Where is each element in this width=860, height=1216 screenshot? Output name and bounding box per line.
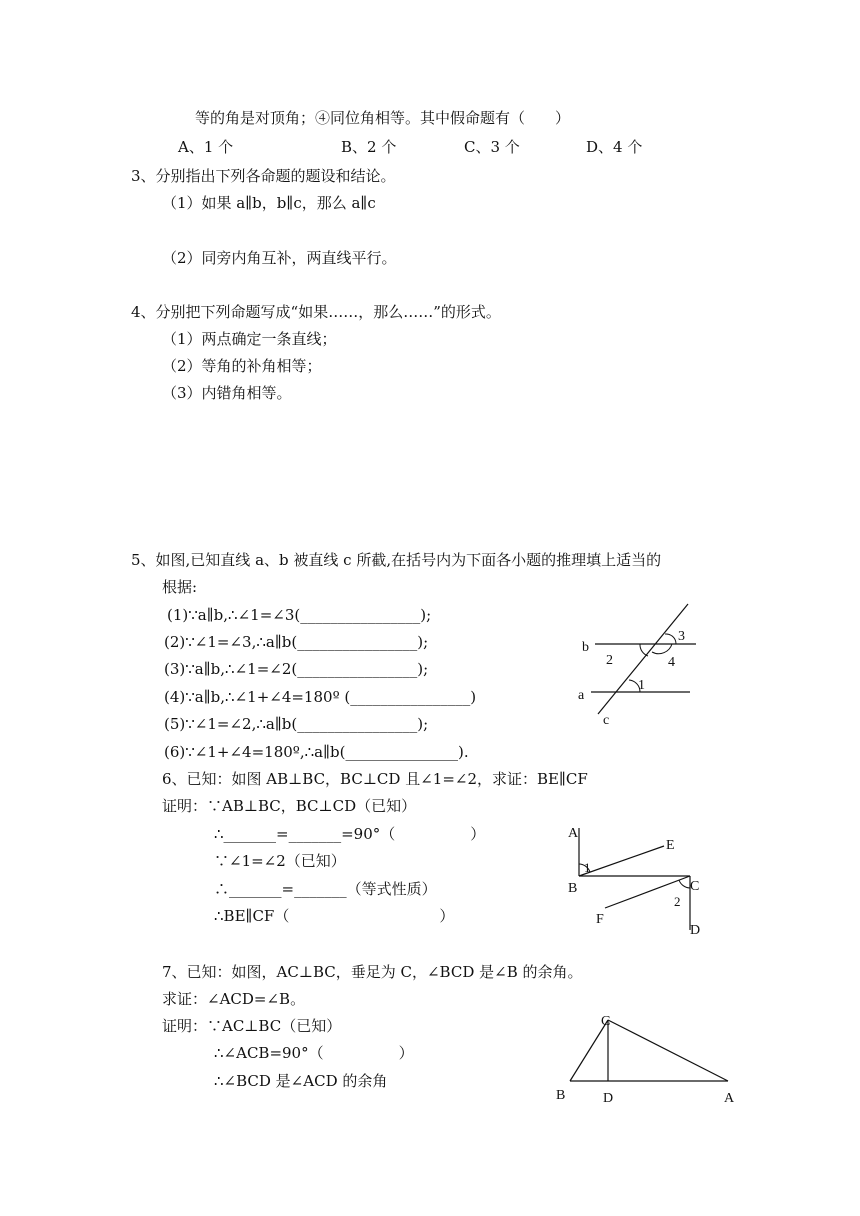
q5-item-5: (5)∵∠1=∠2,∴a∥b(________________);	[164, 715, 429, 733]
label-b: B	[556, 1088, 566, 1103]
q5-figure	[570, 598, 700, 728]
label-a: a	[578, 688, 585, 703]
label-d: D	[690, 923, 701, 938]
angle-arc-3	[665, 634, 676, 644]
q3-stem: 3、分别指出下列各命题的题设和结论。	[131, 167, 396, 185]
label-d: D	[603, 1091, 614, 1106]
label-angle-2: 2	[606, 653, 613, 668]
label-angle-4: 4	[668, 655, 675, 670]
q3-item-2: （2）同旁内角互补，两直线平行。	[162, 249, 397, 267]
q5-item-6: (6)∵∠1+∠4=180º,∴a∥b(_______________).	[164, 743, 469, 761]
q4-item-3: （3）内错角相等。	[162, 384, 292, 402]
q7-goal: 求证：∠ACD=∠B。	[162, 990, 306, 1008]
q7-figure	[552, 1010, 742, 1105]
label-c: c	[603, 713, 610, 728]
label-f: F	[596, 912, 604, 927]
label-angle-1: 1	[638, 678, 645, 693]
q7-proof-1: 证明：∵AC⊥BC（已知）	[162, 1017, 342, 1035]
label-angle-2: 2	[674, 894, 681, 909]
q5-stem-line-2: 根据:	[162, 578, 198, 596]
q6-proof-4: ∴_______=_______（等式性质）	[214, 880, 437, 898]
q3-item-1: （1）如果 a∥b，b∥c，那么 a∥c	[162, 194, 376, 212]
label-angle-1: 1	[584, 860, 591, 875]
q4-item-1: （1）两点确定一条直线；	[162, 330, 337, 348]
q7-proof-3: ∴∠BCD 是∠ACD 的余角	[214, 1072, 388, 1090]
q2-option-a: A、1 个	[178, 138, 234, 156]
q2-stem-tail: 等的角是对顶角；④同位角相等。其中假命题有（ ）	[195, 109, 571, 127]
q6-proof-3: ∵∠1=∠2（已知）	[214, 852, 346, 870]
q5-item-4: (4)∵a∥b,∴∠1+∠4=180º (________________)	[164, 688, 477, 706]
q5-stem-line-1: 5、如图,已知直线 a、b 被直线 c 所截,在括号内为下面各小题的推理填上适当的	[131, 551, 662, 569]
label-a: A	[724, 1091, 735, 1106]
q5-item-1: (1)∵a∥b,∴∠1=∠3(________________);	[167, 606, 432, 624]
q4-stem: 4、分别把下列命题写成“如果……，那么……”的形式。	[131, 303, 501, 321]
label-b: B	[568, 881, 578, 896]
q2-option-b: B、2 个	[341, 138, 397, 156]
label-b: b	[582, 640, 589, 655]
q4-item-2: （2）等角的补角相等；	[162, 357, 322, 375]
label-c: C	[690, 879, 700, 894]
label-angle-3: 3	[678, 629, 685, 644]
label-a: A	[568, 826, 579, 841]
q5-item-2: (2)∵∠1=∠3,∴a∥b(________________);	[164, 633, 429, 651]
angle-arc-2	[679, 880, 690, 888]
segment-ca	[608, 1020, 728, 1081]
label-c: C	[601, 1014, 611, 1029]
angle-arc-4	[652, 644, 672, 654]
q6-proof-2: ∴_______=_______=90°（ ）	[214, 825, 486, 843]
q2-option-d: D、4 个	[586, 138, 643, 156]
segment-bc	[570, 1020, 608, 1081]
q6-proof-1: 证明：∵AB⊥BC，BC⊥CD（已知）	[162, 797, 417, 815]
q2-option-c: C、3 个	[464, 138, 520, 156]
ray-be	[579, 846, 664, 876]
label-e: E	[666, 838, 675, 853]
q7-proof-2: ∴∠ACB=90°（ ）	[214, 1044, 414, 1062]
q6-proof-5: ∴BE∥CF（ ）	[214, 907, 455, 925]
q6-stem: 6、已知：如图 AB⊥BC，BC⊥CD 且∠1=∠2，求证：BE∥CF	[162, 770, 588, 788]
q7-stem: 7、已知：如图，AC⊥BC，垂足为 C，∠BCD 是∠B 的余角。	[162, 963, 583, 981]
q6-figure	[562, 820, 712, 940]
q5-item-3: (3)∵a∥b,∴∠1=∠2(________________);	[164, 660, 429, 678]
